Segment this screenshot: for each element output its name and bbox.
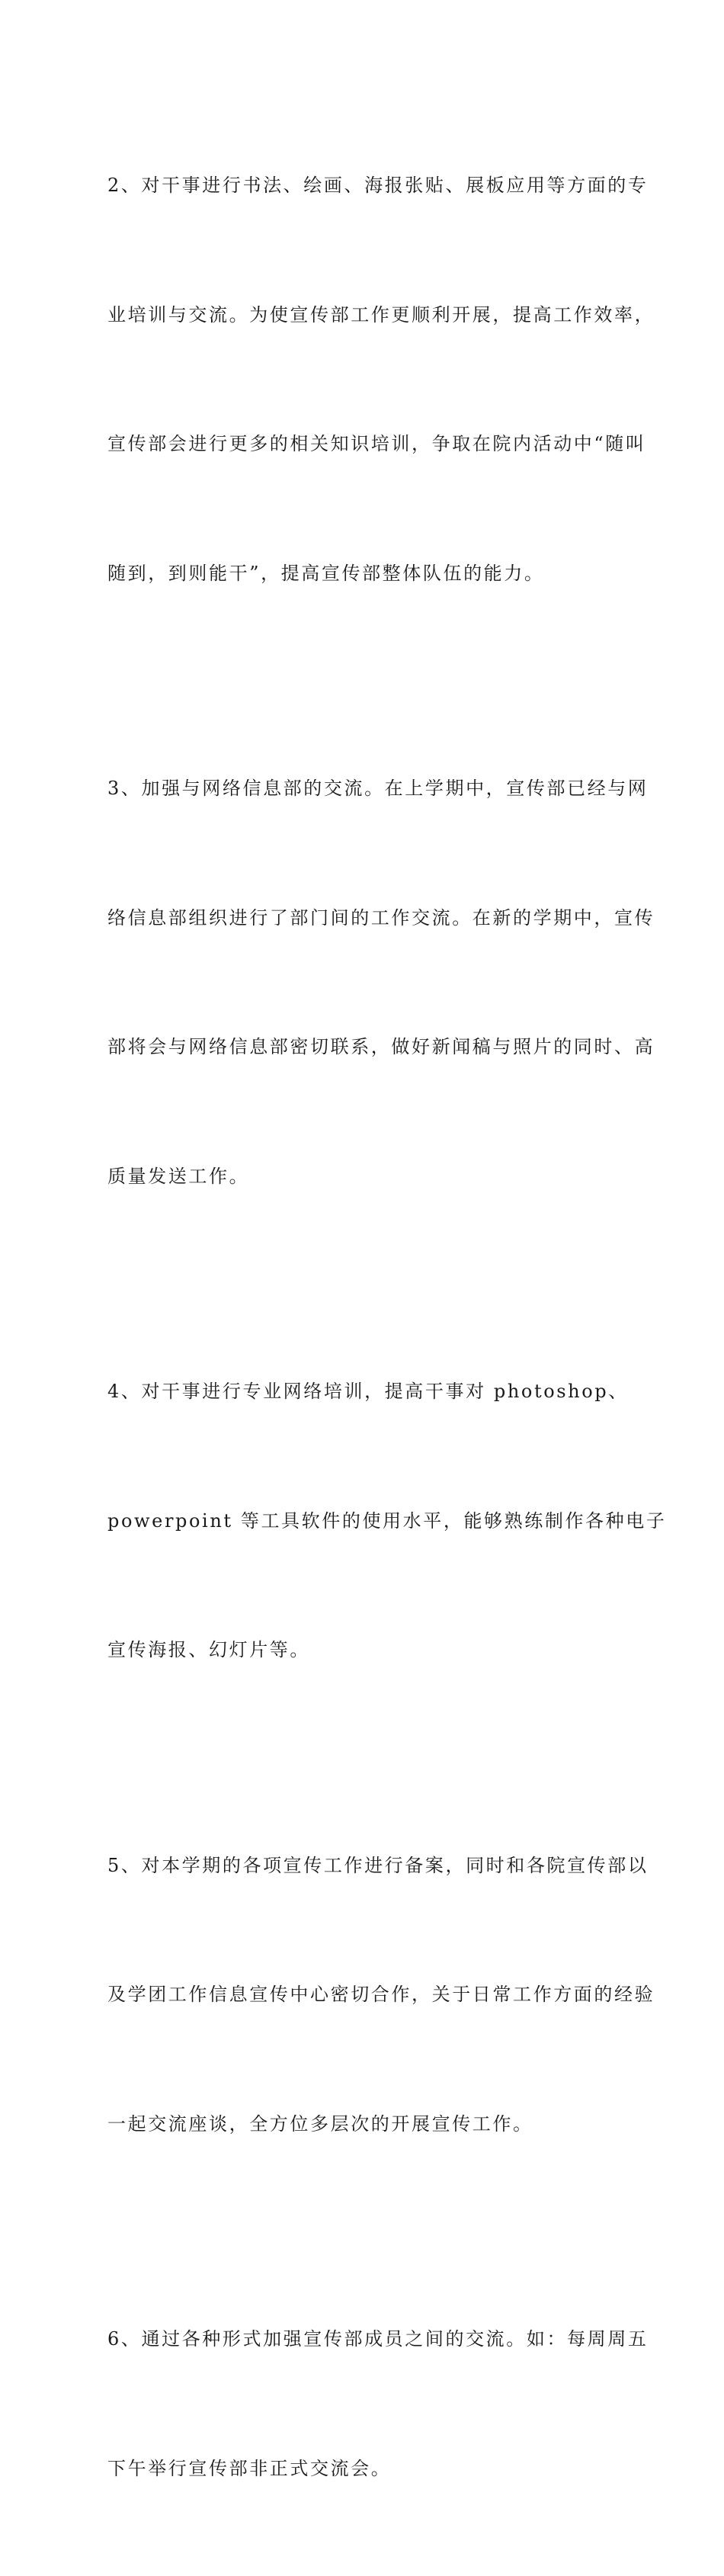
text-line: 宣传海报、幻灯片等。 bbox=[107, 1639, 310, 1660]
text-line: 络信息部组织进行了部门间的工作交流。在新的学期中，宣传 bbox=[107, 906, 655, 929]
text-line: 4、对干事进行专业网络培训，提高干事对 photoshop、 bbox=[107, 1381, 629, 1402]
text-line: 业培训与交流。为使宣传部工作更顺利开展，提高工作效率， bbox=[107, 303, 655, 326]
paragraph-item-5 bbox=[107, 1758, 655, 2232]
text-line: 3、加强与网络信息部的交流。在上学期中，宣传部已经与网 bbox=[107, 778, 649, 799]
text-line: 质量发送工作。 bbox=[107, 1165, 250, 1187]
paragraph-item-4 bbox=[107, 1284, 667, 1758]
text-line: 5、对本学期的各项宣传工作进行备案，同时和各院宣传部以 bbox=[107, 1854, 649, 1876]
paragraph-item-3 bbox=[107, 681, 655, 1284]
text-line: 6、通过各种形式加强宣传部成员之间的交流。如：每周周五 bbox=[107, 2328, 649, 2350]
text-line: 随到，到则能干”，提高宣传部整体队伍的能力。 bbox=[107, 562, 545, 584]
text-line: 下午举行宣传部非正式交流会。 bbox=[107, 2457, 392, 2479]
text-line: 及学团工作信息宣传中心密切合作，关于日常工作方面的经验 bbox=[107, 1984, 655, 2005]
document-body bbox=[107, 78, 667, 2576]
text-line: 部将会与网络信息部密切联系，做好新闻稿与照片的同时、高 bbox=[107, 1036, 655, 1057]
paragraph-item-2 bbox=[107, 78, 655, 681]
text-line: 宣传部会进行更多的相关知识培训，争取在院内活动中“随叫 bbox=[107, 433, 646, 454]
text-line: powerpoint 等工具软件的使用水平，能够熟练制作各种电子 bbox=[107, 1509, 667, 1532]
text-line: 2、对干事进行书法、绘画、海报张贴、展板应用等方面的专 bbox=[107, 175, 649, 196]
paragraph-item-6 bbox=[107, 2231, 649, 2576]
text-line: 一起交流座谈，全方位多层次的开展宣传工作。 bbox=[107, 2112, 533, 2135]
